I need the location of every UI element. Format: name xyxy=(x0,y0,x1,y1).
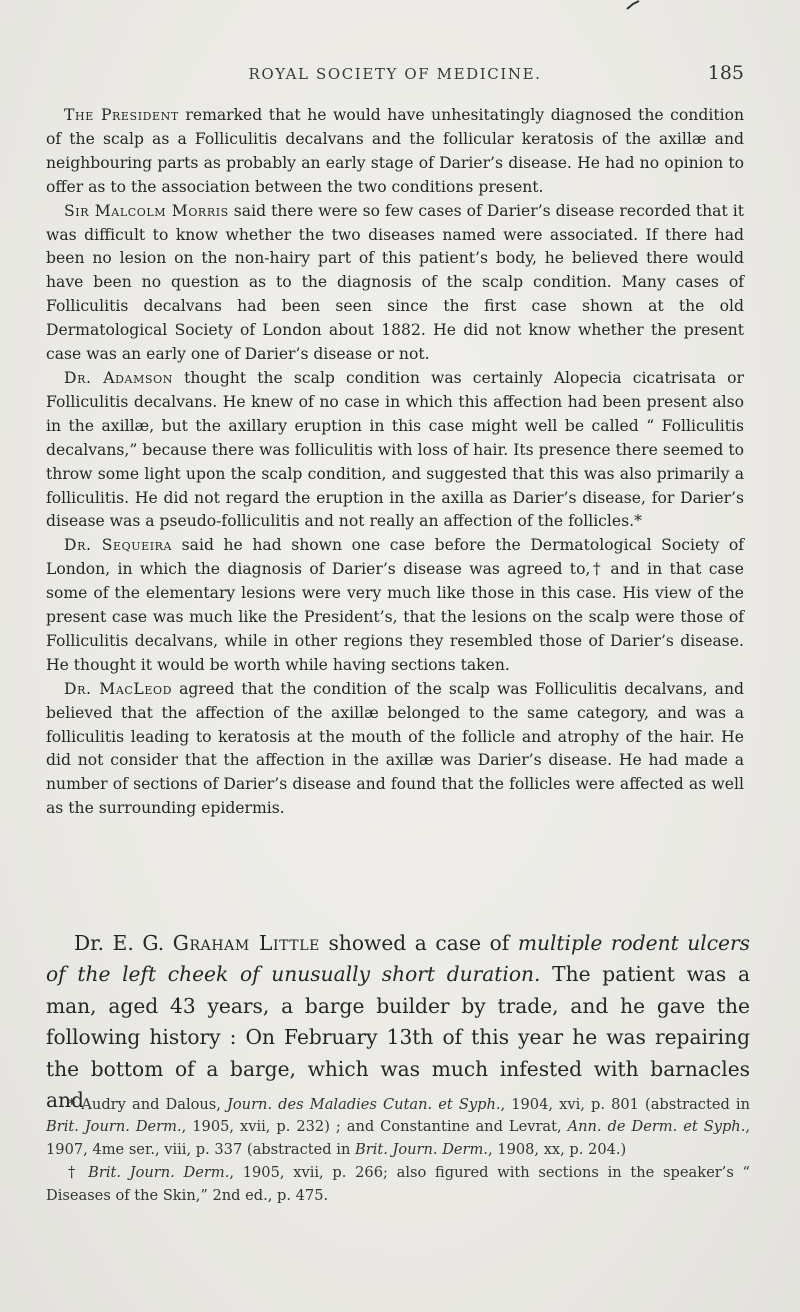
journal-title: Brit. Journ. Derm. xyxy=(46,1118,182,1136)
case-paragraph xyxy=(46,928,750,1116)
case-showed: showed a case of xyxy=(319,931,518,955)
paragraph-adamson xyxy=(46,367,744,534)
paragraph-text: remarked that he would have unhesitatingly diagnosed the condition of the scalp as a Folliculitis decalvans and the follicular keratosis of the axillæ and neighbouring parts as probably an early stage of Darier’s disease. He had no opinion to offer as to the association between the two conditions present. xyxy=(46,106,745,196)
ink-mark-icon xyxy=(626,0,640,10)
running-head xyxy=(46,62,744,88)
paragraph-text: thought the scalp condition was certainly Alopecia cicatrisata or Folliculitis decalvans. He knew of no case in which this affection had been present also in the axillæ, but the axillary eruption in this case might well be called “ Folliculitis decalvans,” because there was folliculitis with loss of hair. Its presence there seemed to throw some light upon the scalp condition, and suggested that this was also primarily a folliculitis. He did not regard the eruption in the axilla as Darier’s disease, for Darier’s disease was a pseudo-folliculitis and not really an affection of the follicles.* xyxy=(46,368,744,531)
paragraph-sequeira xyxy=(46,534,744,677)
speaker-name: Dr. MacLeod xyxy=(64,679,173,698)
footnote-text: † xyxy=(68,1164,89,1182)
paragraph-text: said there were so few cases of Darier’s disease recorded that it was difficult to know whether the two diseases named were associated. If there had been no lesion on the non-hairy part of this patient’s body, he believed there would have been no question as to the diagnosis of the scalp condition. Many cases of Folliculitis decalvans had been seen since the first case shown at the old Dermatological Society of London about 1882. He did not know whether the present case was an early one of Darier’s disease or not. xyxy=(46,201,744,364)
journal-title: Brit. Journ. Derm. xyxy=(355,1140,488,1158)
footnote-text: , 1905, xvii, p. 232) ; and Constantine and Levrat, xyxy=(181,1118,568,1136)
footnote-text: , 1908, xx, p. 204.) xyxy=(488,1140,627,1158)
paragraph-text: agreed that the condition of the scalp was Folliculitis decalvans, and believed that the affection of the axillæ belonged to the same category, and was a folliculitis leading to keratosis at the mouth of the follicle and atrophy of the hair. He did not consider that the affection in the axillæ was Darier’s disease. He had made a number of sections of Darier’s disease and found that the follicles were affected as well as the surrounding epidermis. xyxy=(46,679,744,818)
case-speaker: Graham Little xyxy=(172,931,320,955)
paragraph-president xyxy=(46,104,744,200)
paragraph-macleod xyxy=(46,678,744,821)
footnote-text: * Audry and Dalous, xyxy=(68,1096,228,1113)
discussion-section xyxy=(46,104,744,821)
footnotes xyxy=(46,1094,750,1208)
speaker-name: Dr. Sequeira xyxy=(64,536,173,555)
speaker-name: The President xyxy=(64,106,179,124)
footnote-text: , 1905, xvii, p. 266; also figured with sections in the speaker’s “ Diseases of the Skin,” 2nd ed., p. 475. xyxy=(46,1164,751,1204)
running-title: ROYAL SOCIETY OF MEDICINE. xyxy=(248,65,542,83)
footnote-asterisk xyxy=(46,1094,750,1161)
footnote-text: , 1904, xvi, p. 801 (abstracted in xyxy=(500,1096,750,1113)
case-prefix: Dr. E. G. xyxy=(74,931,173,955)
speaker-name: Dr. Adamson xyxy=(64,368,173,387)
paragraph-morris xyxy=(46,200,744,367)
journal-title: Brit. Journ. Derm. xyxy=(88,1164,230,1182)
paragraph-text: said he had shown one case before the Dermatological Society of London, in which the diagnosis of Darier’s disease was agreed to,† and in that case some of the elementary lesions were very much like those in this case. His view of the present case was much like the President’s, that the lesions on the scalp were those of Folliculitis decalvans, while in other regions they resembled those of Darier’s disease. He thought it would be worth while having sections taken. xyxy=(46,536,744,674)
case-text: The patient was a man, aged 43 years, a barge builder by trade, and he gave the following history : On February 13th of this year he was repairing the bottom of a barge, which was much infested with barnacles and xyxy=(46,962,750,1113)
page-number: 185 xyxy=(707,62,744,84)
journal-title: Ann. de Derm. et Syph. xyxy=(567,1118,746,1136)
speaker-name: Sir Malcolm Morris xyxy=(64,201,229,220)
case-title: multiple rodent ulcers of the left cheek of unusually short duration. xyxy=(46,931,750,987)
footnote-text: , 1907, 4me ser., viii, p. 337 (abstracted in xyxy=(46,1118,750,1158)
journal-title: Journ. des Maladies Cutan. et Syph. xyxy=(227,1096,501,1113)
footnote-dagger xyxy=(46,1162,750,1207)
case-report xyxy=(46,928,750,1116)
